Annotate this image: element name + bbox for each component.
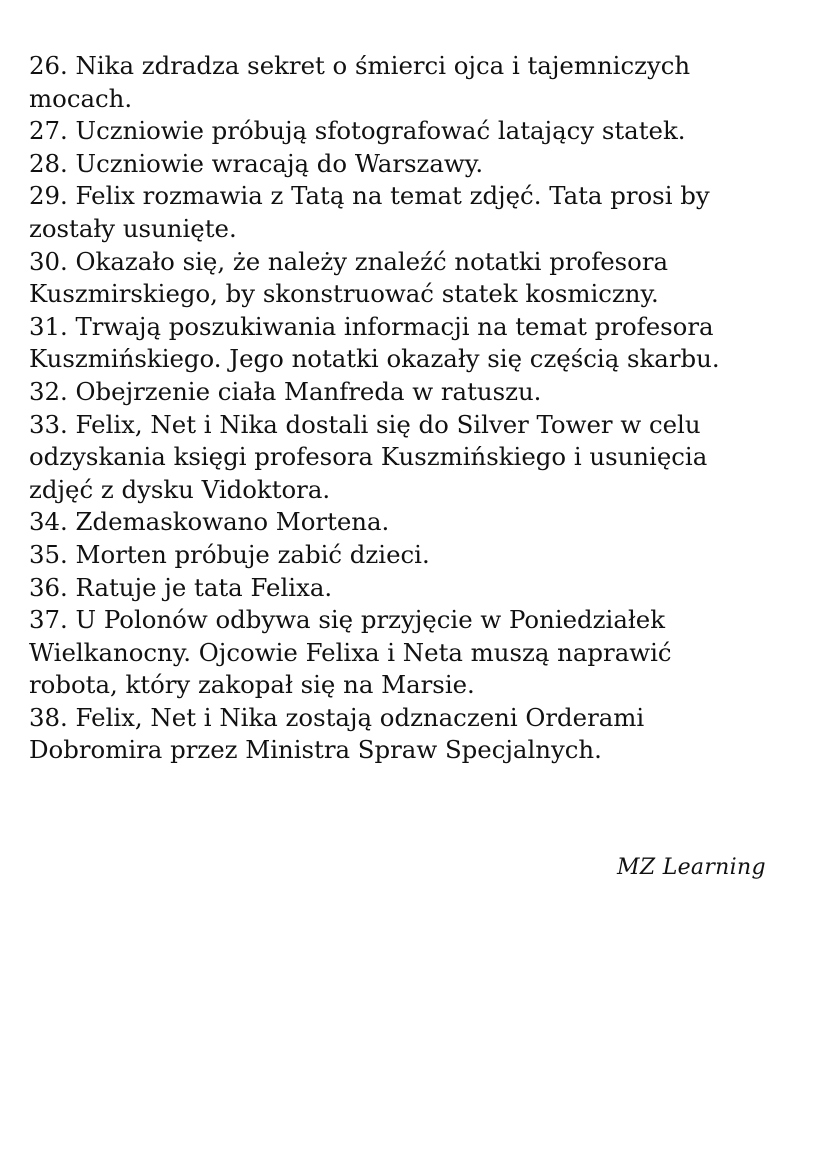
list-item-line: 36. Ratuje je tata Felixa.: [29, 572, 333, 602]
list-item: [29, 604, 819, 702]
list-item-line: 27. Uczniowie próbują sfotografować latający statek.: [29, 116, 686, 146]
list-item-line: zdjęć z dysku Vidoktora.: [29, 474, 331, 504]
list-item-line: Kuszmińskiego. Jego notatki okazały się częścią skarbu.: [29, 344, 720, 374]
list-item-line: zostały usunięte.: [29, 213, 237, 243]
list-item: [29, 180, 819, 245]
list-item: [29, 572, 819, 605]
author-signature: MZ Learning: [617, 855, 766, 880]
list-item: [29, 506, 819, 539]
list-item-line: Dobromira przez Ministra Spraw Specjalnych.: [29, 735, 602, 765]
list-item: [29, 376, 819, 409]
list-item-line: robota, który zakopał się na Marsie.: [29, 670, 475, 700]
list-item-line: 33. Felix, Net i Nika dostali się do Silver Tower w celu: [29, 409, 701, 439]
list-item: [29, 50, 819, 115]
list-item-line: 38. Felix, Net i Nika zostają odznaczeni Orderami: [29, 702, 645, 732]
list-item: [29, 539, 819, 572]
list-item-line: 35. Morten próbuje zabić dzieci.: [29, 539, 430, 569]
list-item-line: 32. Obejrzenie ciała Manfreda w ratuszu.: [29, 376, 542, 406]
list-item-line: 31. Trwają poszukiwania informacji na temat profesora: [29, 311, 714, 341]
list-item: [29, 409, 819, 507]
list-item: [29, 702, 819, 767]
list-item-line: odzyskania księgi profesora Kuszmińskiego i usunięcia: [29, 442, 708, 472]
list-item-line: 30. Okazało się, że należy znaleźć notatki profesora: [29, 246, 669, 276]
list-item-line: mocach.: [29, 83, 133, 113]
list-item: [29, 115, 819, 148]
list-item: [29, 246, 819, 311]
list-item-line: Wielkanocny. Ojcowie Felixa i Neta muszą naprawić: [29, 637, 672, 667]
list-item-line: 34. Zdemaskowano Mortena.: [29, 507, 390, 537]
list-item-line: Kuszmirskiego, by skonstruować statek kosmiczny.: [29, 279, 659, 309]
list-item-line: 28. Uczniowie wracają do Warszawy.: [29, 148, 484, 178]
list-item: [29, 311, 819, 376]
list-item-line: 37. U Polonów odbywa się przyjęcie w Poniedziałek: [29, 605, 665, 635]
list-item-line: 29. Felix rozmawia z Tatą na temat zdjęć. Tata prosi by: [29, 181, 710, 211]
list-item-line: 26. Nika zdradza sekret o śmierci ojca i tajemniczych: [29, 51, 691, 80]
plot-points-list: [29, 50, 819, 767]
list-item: [29, 148, 819, 181]
